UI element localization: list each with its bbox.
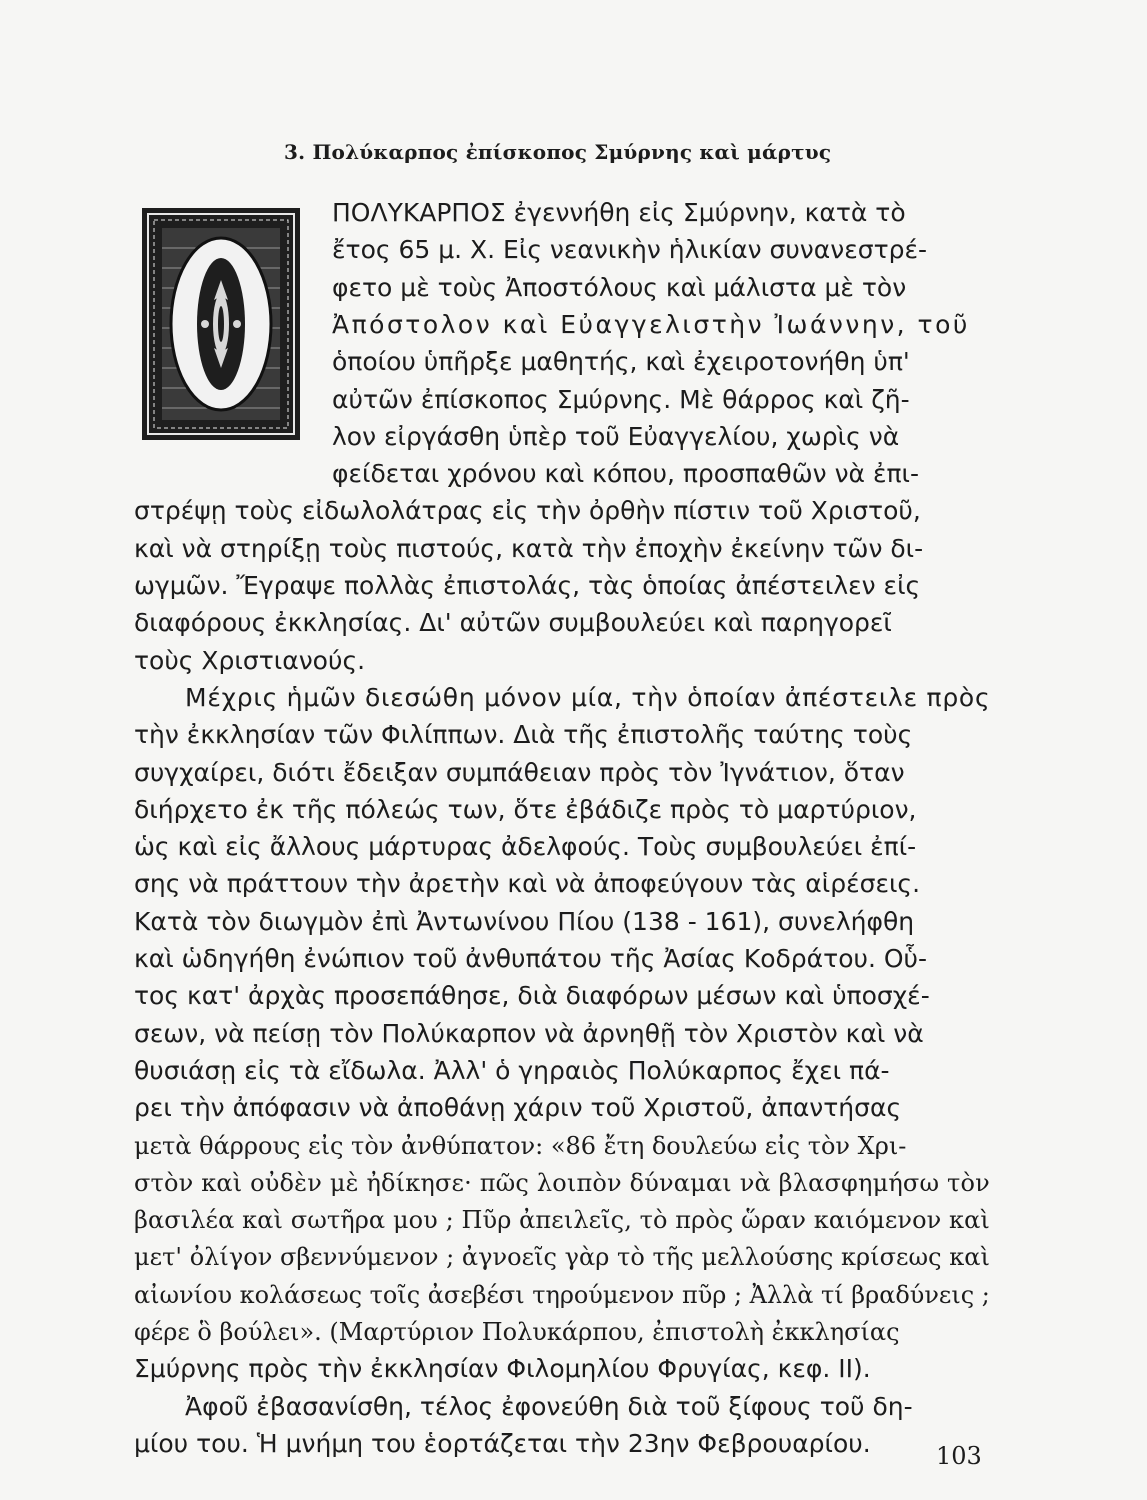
quote-line: αἰωνίου κολάσεως τοῖς ἀσεβέσι τηρούμενον πῦρ ; Ἀλλὰ τί βραδύνεις ; [134,1281,990,1309]
text-line: τὴν ἐκκλησίαν τῶν Φιλίππων. Διὰ τῆς ἐπιστολῆς ταύτης τοὺς [134,720,913,749]
quote-line: μετ' ὀλίγον σβεννύμενον ; ἀγνοεῖς γὰρ τὸ τῆς μελλούσης κρίσεως καὶ [134,1243,990,1271]
text-line: συγχαίρει, διότι ἔδειξαν συμπάθειαν πρὸς τὸν Ἰγνάτιον, ὅταν [134,758,905,787]
text-line: καὶ νὰ στηρίξῃ τοὺς πιστούς, κατὰ τὴν ἐποχὴν ἐκείνην τῶν δι- [134,534,924,563]
text-line: διήρχετο ἐκ τῆς πόλεώς των, ὅτε ἐβάδιζε πρὸς τὸ μαρτύριον, [134,795,917,824]
text-line: ὁποίου ὑπῆρξε μαθητής, καὶ ἐχειροτονήθη ὑπ' [332,347,910,376]
text-line: Ἀπόστολον καὶ Εὐαγγελιστὴν Ἰωάννην, τοῦ [332,310,970,339]
text-line: ΠΟΛΥΚΑΡΠΟΣ ἐγεννήθη εἰς Σμύρνην, κατὰ τὸ [332,198,906,227]
text-line: σης νὰ πράττουν τὴν ἀρετὴν καὶ νὰ ἀποφεύγουν τὰς αἱρέσεις. [134,869,921,898]
text-line: αὐτῶν ἐπίσκοπος Σμύρνης. Μὲ θάρρος καὶ ζῆ- [332,385,910,414]
quote-line: βασιλέα καὶ σωτῆρα μου ; Πῦρ ἀπειλεῖς, τὸ πρὸς ὥραν καιόμενον καὶ [134,1206,990,1234]
page-number: 103 [936,1442,982,1470]
text-line: τοὺς Χριστιανούς. [134,646,366,675]
chapter-heading: 3. Πολύκαρπος ἐπίσκοπος Σμύρνης καὶ μάρτυς [284,140,832,164]
decorative-drop-cap [142,208,300,440]
quote-line: μετὰ θάρρους εἰς τὸν ἀνθύπατον: «86 ἔτη δουλεύω εἰς τὸν Χρι- [134,1132,907,1160]
text-line: φείδεται χρόνου καὶ κόπου, προσπαθῶν νὰ ἐπι- [332,459,920,488]
text-line: Ἀφοῦ ἐβασανίσθη, τέλος ἐφονεύθη διὰ τοῦ ξίφους τοῦ δη- [185,1392,913,1421]
text-line: στρέψῃ τοὺς εἰδωλολάτρας εἰς τὴν ὀρθὴν πίστιν τοῦ Χριστοῦ, [134,496,921,525]
text-line: διαφόρους ἐκκλησίας. Δι' αὐτῶν συμβουλεύει καὶ παρηγορεῖ [134,608,892,637]
text-line: μίου του. Ἡ μνήμη του ἑορτάζεται τὴν 23ην Φεβρουαρίου. [134,1429,871,1458]
text-line: ωγμῶν. Ἔγραψε πολλὰς ἐπιστολάς, τὰς ὁποίας ἀπέστειλεν εἰς [134,571,921,600]
text-line: φετο μὲ τοὺς Ἀποστόλους καὶ μάλιστα μὲ τὸν [332,273,907,302]
ornate-initial-o-icon [142,208,300,440]
text-line: ὡς καὶ εἰς ἄλλους μάρτυρας ἀδελφούς. Τοὺς συμβουλεύει ἐπί- [134,832,917,861]
text-line: Μέχρις ἡμῶν διεσώθη μόνον μία, τὴν ὁποίαν ἀπέστειλε πρὸς [185,683,991,712]
text-line: θυσιάσῃ εἰς τὰ εἴδωλα. Ἀλλ' ὁ γηραιὸς Πολύκαρπος ἔχει πά- [134,1056,890,1085]
quote-line: στὸν καὶ οὐδὲν μὲ ἠδίκησε· πῶς λοιπὸν δύναμαι νὰ βλασφημήσω τὸν [134,1169,990,1197]
text-line: λον εἰργάσθη ὑπὲρ τοῦ Εὐαγγελίου, χωρὶς νὰ [332,422,900,451]
text-line: τος κατ' ἀρχὰς προσεπάθησε, διὰ διαφόρων μέσων καὶ ὑποσχέ- [134,981,930,1010]
text-line: σεων, νὰ πείσῃ τὸν Πολύκαρπον νὰ ἀρνηθῇ τὸν Χριστὸν καὶ νὰ [134,1019,924,1048]
text-line: ρει τὴν ἀπόφασιν νὰ ἀποθάνῃ χάριν τοῦ Χριστοῦ, ἀπαντήσας [134,1093,902,1122]
text-line: Σμύρνης πρὸς τὴν ἐκκλησίαν Φιλομηλίου Φρυγίας, κεφ. ΙΙ). [134,1354,871,1383]
text-line: ἔτος 65 μ. Χ. Εἰς νεανικὴν ἡλικίαν συνανεστρέ- [332,235,928,264]
text-line: καὶ ὡδηγήθη ἐνώπιον τοῦ ἀνθυπάτου τῆς Ἀσίας Κοδράτου. Οὗ- [134,944,928,973]
text-line: Κατὰ τὸν διωγμὸν ἐπὶ Ἀντωνίνου Πίου (138 - 161), συνελήφθη [134,907,915,936]
quote-line: φέρε ὃ βούλει». (Μαρτύριον Πολυκάρπου, ἐπιστολὴ ἐκκλησίας [134,1318,900,1346]
